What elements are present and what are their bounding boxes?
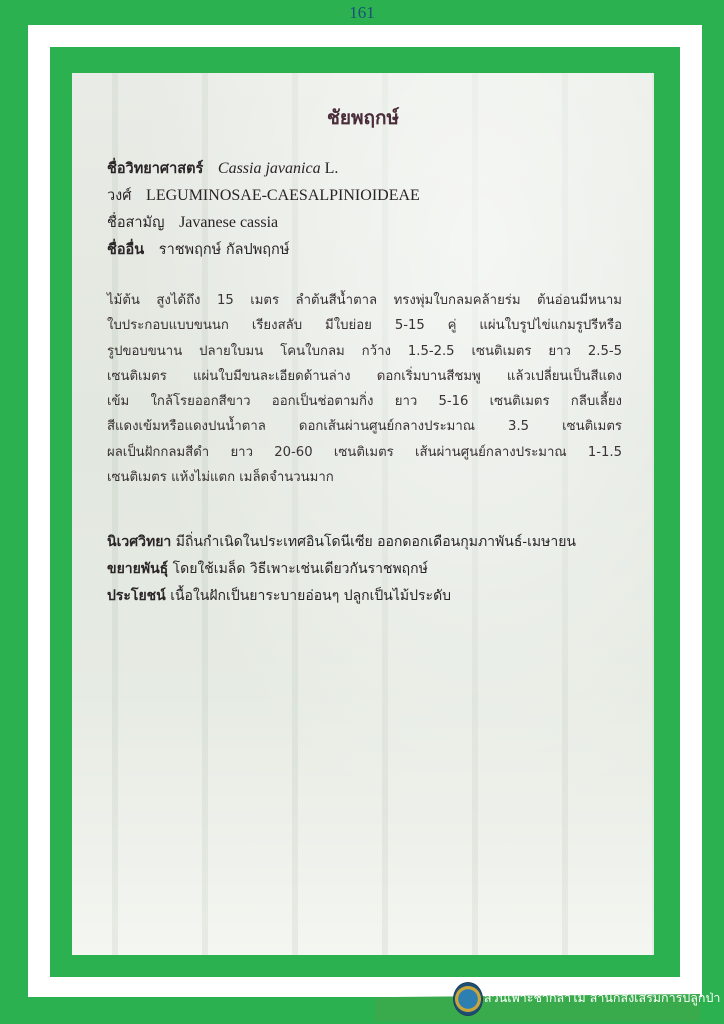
uses xyxy=(107,583,622,610)
royal-forest-seal-icon xyxy=(453,982,483,1016)
author: L. xyxy=(324,160,339,177)
meta-value: Javanese cassia xyxy=(179,214,279,231)
ecology-value: มีถิ่นกำเนิดในประเทศอินโดนีเซีย ออกดอกเดือนกุมภาพันธ์-เมษายน xyxy=(175,534,576,550)
description-line: รูปขอบขนาน ปลายใบมน โคนใบกลม กว้าง 1.5-2.5 เซนติเมตร ยาว 2.5-5 xyxy=(107,343,622,359)
content-card xyxy=(72,73,654,955)
description xyxy=(107,288,622,490)
meta-label: วงศ์ xyxy=(107,188,132,204)
meta-common-name xyxy=(107,209,622,236)
description-line: เซนติเมตร แห้งไม่แตก เมล็ดจำนวนมาก xyxy=(107,470,334,486)
page-title: ชัยพฤกษ์ xyxy=(326,107,400,129)
meta-label: ชื่ออื่น xyxy=(107,241,145,258)
meta-value: LEGUMINOSAE-CAESALPINIOIDEAE xyxy=(146,187,420,204)
meta-label: ชื่อสามัญ xyxy=(107,215,165,231)
meta-scientific-name xyxy=(107,155,622,182)
description-line: ผลเป็นฝักกลมสีดำ ยาว 20-60 เซนติเมตร เส้นผ่านศูนย์กลางประมาณ 1-1.5 xyxy=(107,444,622,460)
meta-value: ราชพฤกษ์ กัลปพฤกษ์ xyxy=(158,242,290,258)
scientific-name: Cassia javanica xyxy=(217,160,321,177)
description-line: ไม้ต้น สูงได้ถึง 15 เมตร ลำต้นสีน้ำตาล ทรงพุ่มใบกลมคล้ายร่ม ต้นอ่อนมีหนาม xyxy=(107,293,622,308)
propagation xyxy=(107,556,622,583)
species-meta xyxy=(107,155,622,263)
propagation-label: ขยายพันธุ์ xyxy=(107,561,169,577)
page-number: 161 xyxy=(349,3,375,22)
footer-text: ส่วนเพาะชำกล้าไม้ สำนักส่งเสริมการปลูกป่า xyxy=(484,990,721,1005)
propagation-value: โดยใช้เมล็ด วิธีเพาะเช่นเดียวกันราชพฤกษ์ xyxy=(172,561,428,577)
description-line: สีแดงเข้มหรือแดงปนน้ำตาล ดอกเส้นผ่านศูนย์กลางประมาณ 3.5 เซนติเมตร xyxy=(107,419,622,435)
extra-info xyxy=(107,529,622,610)
meta-value xyxy=(218,160,338,177)
description-line: ใบประกอบแบบขนนก เรียงสลับ มีใบย่อย 5-15 คู่ แผ่นใบรูปไข่แกมรูปรีหรือ xyxy=(107,318,622,334)
meta-label: ชื่อวิทยาศาสตร์ xyxy=(107,160,204,177)
ecology xyxy=(107,529,622,556)
ecology-label: นิเวศวิทยา xyxy=(107,534,172,550)
description-line: เข้ม ใกล้โรยออกสีขาว ออกเป็นช่อตามกิ่ง ยาว 5-16 เซนติเมตร กลีบเลี้ยง xyxy=(107,394,622,410)
meta-family xyxy=(107,182,622,209)
description-line: เซนติเมตร แผ่นใบมีขนละเอียดด้านล่าง ดอกเริ่มบานสีชมพู แล้วเปลี่ยนเป็นสีแดง xyxy=(107,368,622,384)
uses-value: เนื้อในฝักเป็นยาระบายอ่อนๆ ปลูกเป็นไม้ประดับ xyxy=(170,588,452,604)
uses-label: ประโยชน์ xyxy=(107,588,166,604)
meta-other-names xyxy=(107,236,622,263)
